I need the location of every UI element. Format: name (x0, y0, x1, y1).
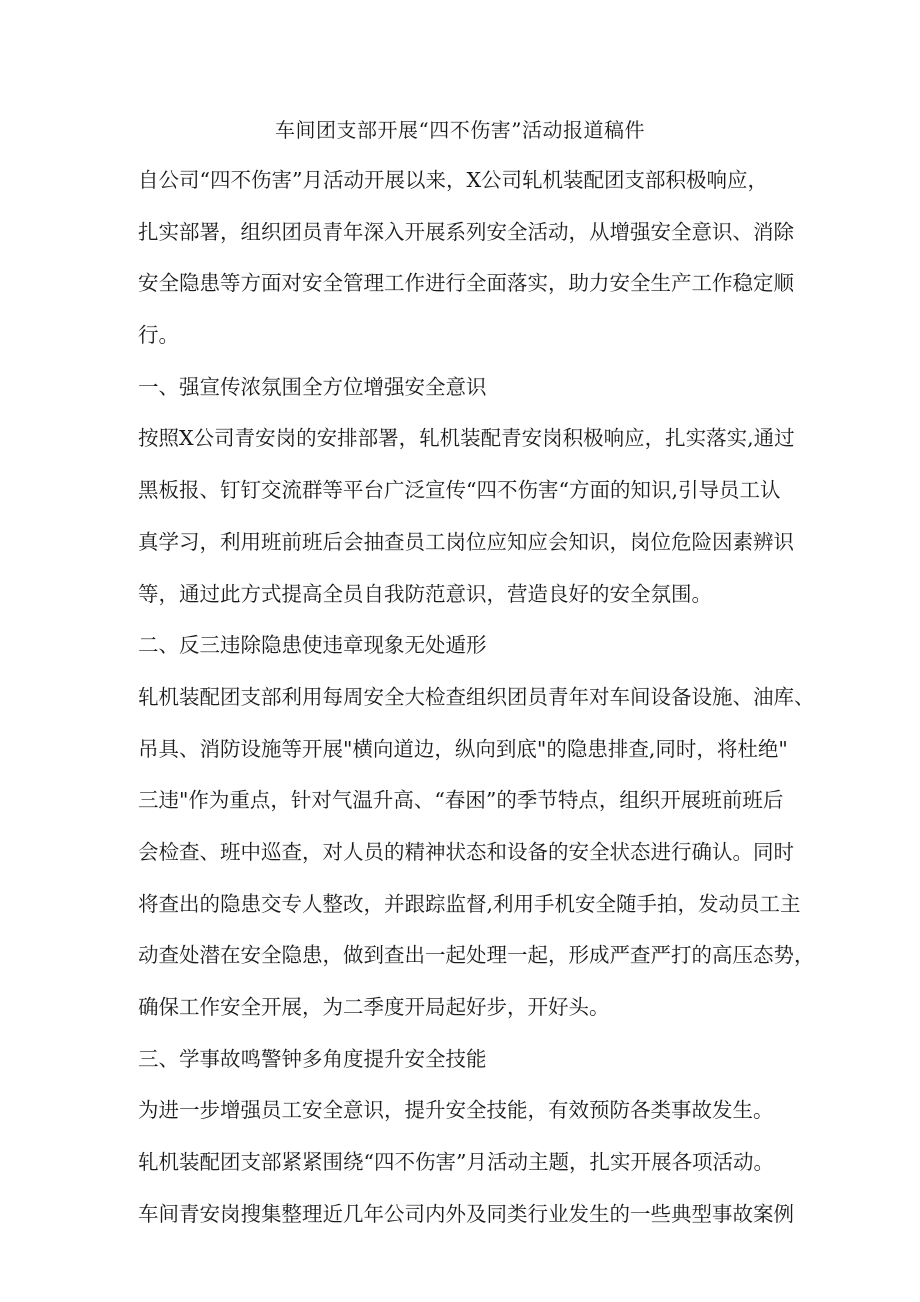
section-heading-3: 三、学事故鸣警钟多角度提升安全技能 (138, 1046, 487, 1071)
text-line: 按照X公司青安岗的安排部署，轧机装配青安岗积极响应，扎实落实,通过 (138, 426, 795, 451)
text-line: 真学习，利用班前班后会抽查员工岗位应知应会知识，岗位危险因素辨识 (138, 529, 794, 554)
text-line: 车间青安岗搜集整理近几年公司内外及同类行业发生的一些典型事故案例 (138, 1201, 794, 1226)
text-line: 将查出的隐患交专人整改，并跟踪监督,利用手机安全随手拍，发动员工主 (138, 891, 801, 916)
text-line: 为进一步增强员工安全意识，提升安全技能，有效预防各类事故发生。 (138, 1098, 774, 1123)
text-line: 自公司“四不伤害”月活动开展以来，X公司轧机装配团支部积极响应， (138, 168, 769, 192)
section-heading-1: 一、强宣传浓氛围全方位增强安全意识 (138, 374, 487, 399)
text-line: 确保工作安全开展，为二季度开局起好步，开好头。 (138, 995, 610, 1019)
document-title: 车间团支部开展“四不伤害”活动报道稿件 (275, 118, 645, 142)
text-line: 三违"作为重点，针对气温升高、“春困”的季节特点，组织开展班前班后 (138, 788, 784, 813)
document-body (138, 162, 815, 1247)
text-line: 吊具、消防设施等开展"横向道边，纵向到底"的隐患排查,同时，将杜绝" (138, 736, 788, 761)
text-line: 会检查、班中巡查，对人员的精神状态和设备的安全状态进行确认。同时 (138, 839, 794, 864)
text-line: 等，通过此方式提高全员自我防范意识，营造良好的安全氛围。 (138, 581, 712, 606)
section-heading-2: 二、反三违除隐患使违章现象无处遁形 (138, 633, 487, 658)
text-line: 轧机装配团支部利用每周安全大检查组织团员青年对车间设备设施、油库、 (138, 684, 815, 709)
text-line: 扎实部署，组织团员青年深入开展系列安全活动，从增强安全意识、消除 (138, 219, 794, 244)
text-line: 黑板报、钉钉交流群等平台广泛宣传“四不伤害“方面的知识,引导员工认 (138, 478, 781, 503)
text-line: 安全隐患等方面对安全管理工作进行全面落实，助力安全生产工作稳定顺 (138, 271, 794, 296)
text-line: 动查处潜在安全隐患，做到查出一起处理一起，形成严查严打的高压态势， (138, 943, 815, 968)
text-line: 轧机装配团支部紧紧围绕“四不伤害”月活动主题，扎实开展各项活动。 (138, 1150, 774, 1175)
text-line: 行。 (138, 323, 179, 348)
